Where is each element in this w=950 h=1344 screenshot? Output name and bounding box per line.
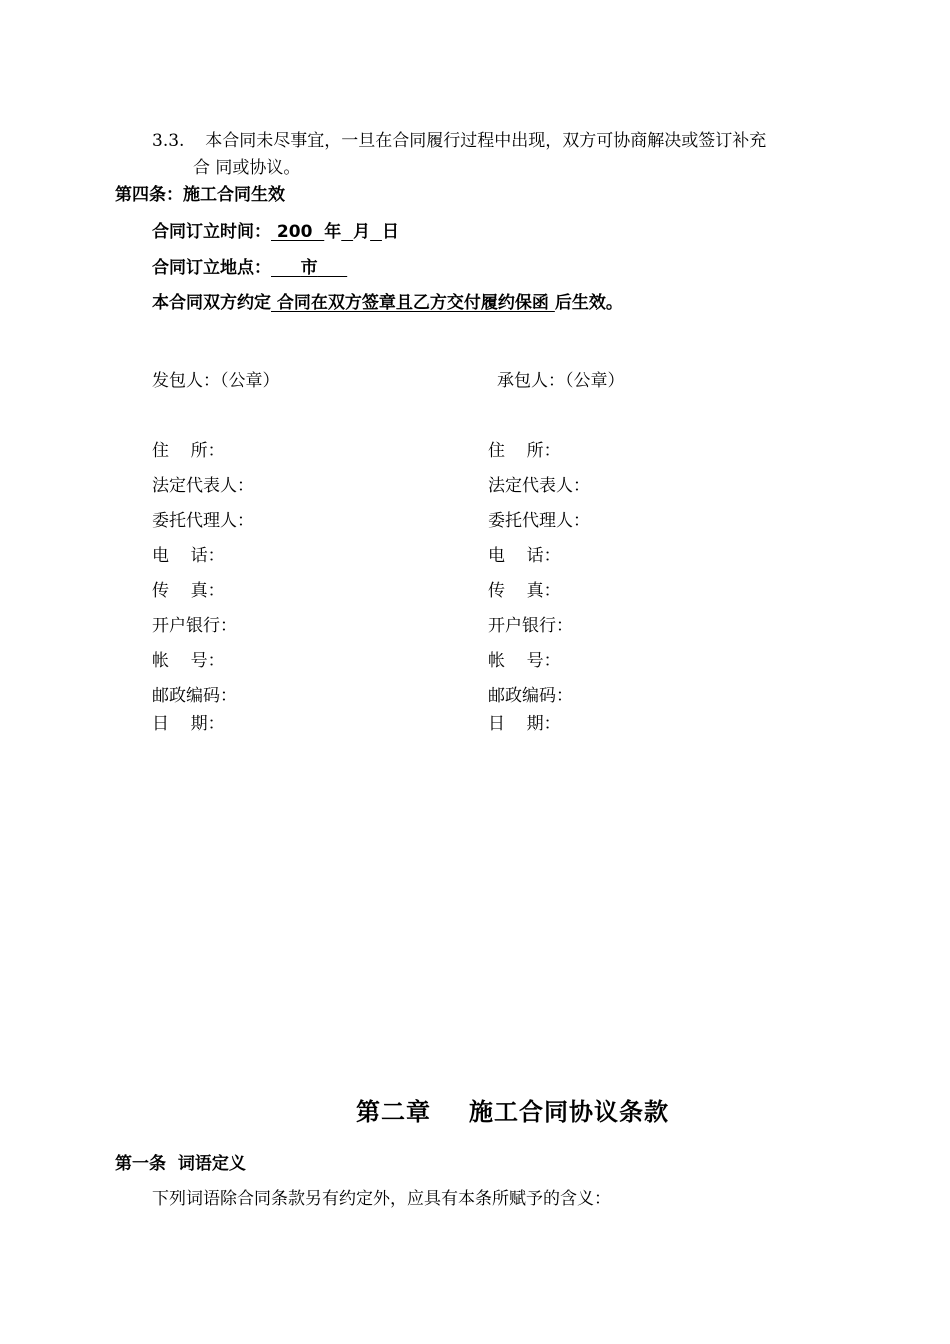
contract-place-city: 市 bbox=[300, 258, 318, 278]
chapter2-article1-text: 下列词语除合同条款另有约定外，应具有本条所赋予的含义： bbox=[152, 1189, 611, 1209]
contract-date-month-blank bbox=[341, 222, 353, 242]
chapter2-article1-title: 第一条 词语定义 bbox=[115, 1154, 246, 1174]
employer-field-phone: 电 话： bbox=[152, 546, 225, 566]
employer-title: 发包人：（公章） bbox=[152, 371, 280, 391]
contractor-field-legal-rep: 法定代表人： bbox=[488, 476, 590, 496]
contractor-title: 承包人：（公章） bbox=[497, 371, 625, 391]
contract-place-blank-pre bbox=[271, 258, 301, 278]
contractor-field-postcode: 邮政编码： bbox=[488, 686, 573, 706]
employer-field-account: 帐 号： bbox=[152, 651, 225, 671]
employer-field-postcode: 邮政编码： bbox=[152, 686, 237, 706]
contract-place-line bbox=[152, 253, 347, 278]
employer-field-address: 住 所： bbox=[152, 441, 225, 461]
contract-date-line bbox=[152, 217, 399, 242]
agreement-prefix: 本合同双方约定 bbox=[152, 293, 271, 313]
contract-place-label: 合同订立地点： bbox=[152, 258, 271, 278]
contractor-field-address: 住 所： bbox=[488, 441, 561, 461]
contract-place-blank-post bbox=[318, 258, 348, 278]
chapter2-title-name: 施工合同协议条款 bbox=[469, 1097, 669, 1126]
clause-text-line1: 本合同未尽事宜，一旦在合同履行过程中出现，双方可协商解决或签订补充 bbox=[205, 131, 767, 151]
employer-field-agent: 委托代理人： bbox=[152, 511, 254, 531]
employer-field-date: 日 期： bbox=[152, 714, 225, 734]
contract-date-year: 200 bbox=[271, 222, 325, 242]
agreement-suffix: 后生效。 bbox=[554, 293, 623, 313]
chapter2-title-number: 第二章 bbox=[356, 1097, 431, 1126]
chapter2-title bbox=[356, 1092, 669, 1127]
contractor-field-bank: 开户银行： bbox=[488, 616, 573, 636]
clause-number: 3.3. bbox=[152, 131, 185, 151]
contract-date-day-suffix: 日 bbox=[381, 222, 399, 242]
contract-date-label: 合同订立时间： bbox=[152, 222, 271, 242]
agreement-condition: 合同在双方签章且乙方交付履约保函 bbox=[271, 293, 555, 313]
contract-date-day-blank bbox=[370, 222, 382, 242]
clause-3-3-line2: 合 同或协议。 bbox=[193, 158, 301, 178]
contractor-field-account: 帐 号： bbox=[488, 651, 561, 671]
employer-field-bank: 开户银行： bbox=[152, 616, 237, 636]
employer-field-legal-rep: 法定代表人： bbox=[152, 476, 254, 496]
article4-title: 第四条：施工合同生效 bbox=[115, 185, 285, 205]
contract-agreement-line bbox=[152, 288, 623, 313]
contractor-field-phone: 电 话： bbox=[488, 546, 561, 566]
clause-3-3-line1 bbox=[152, 126, 766, 151]
contract-date-year-suffix: 年 bbox=[324, 222, 342, 242]
contractor-field-fax: 传 真： bbox=[488, 581, 561, 601]
contract-date-month-suffix: 月 bbox=[353, 222, 371, 242]
employer-field-fax: 传 真： bbox=[152, 581, 225, 601]
contractor-field-agent: 委托代理人： bbox=[488, 511, 590, 531]
contractor-field-date: 日 期： bbox=[488, 714, 561, 734]
